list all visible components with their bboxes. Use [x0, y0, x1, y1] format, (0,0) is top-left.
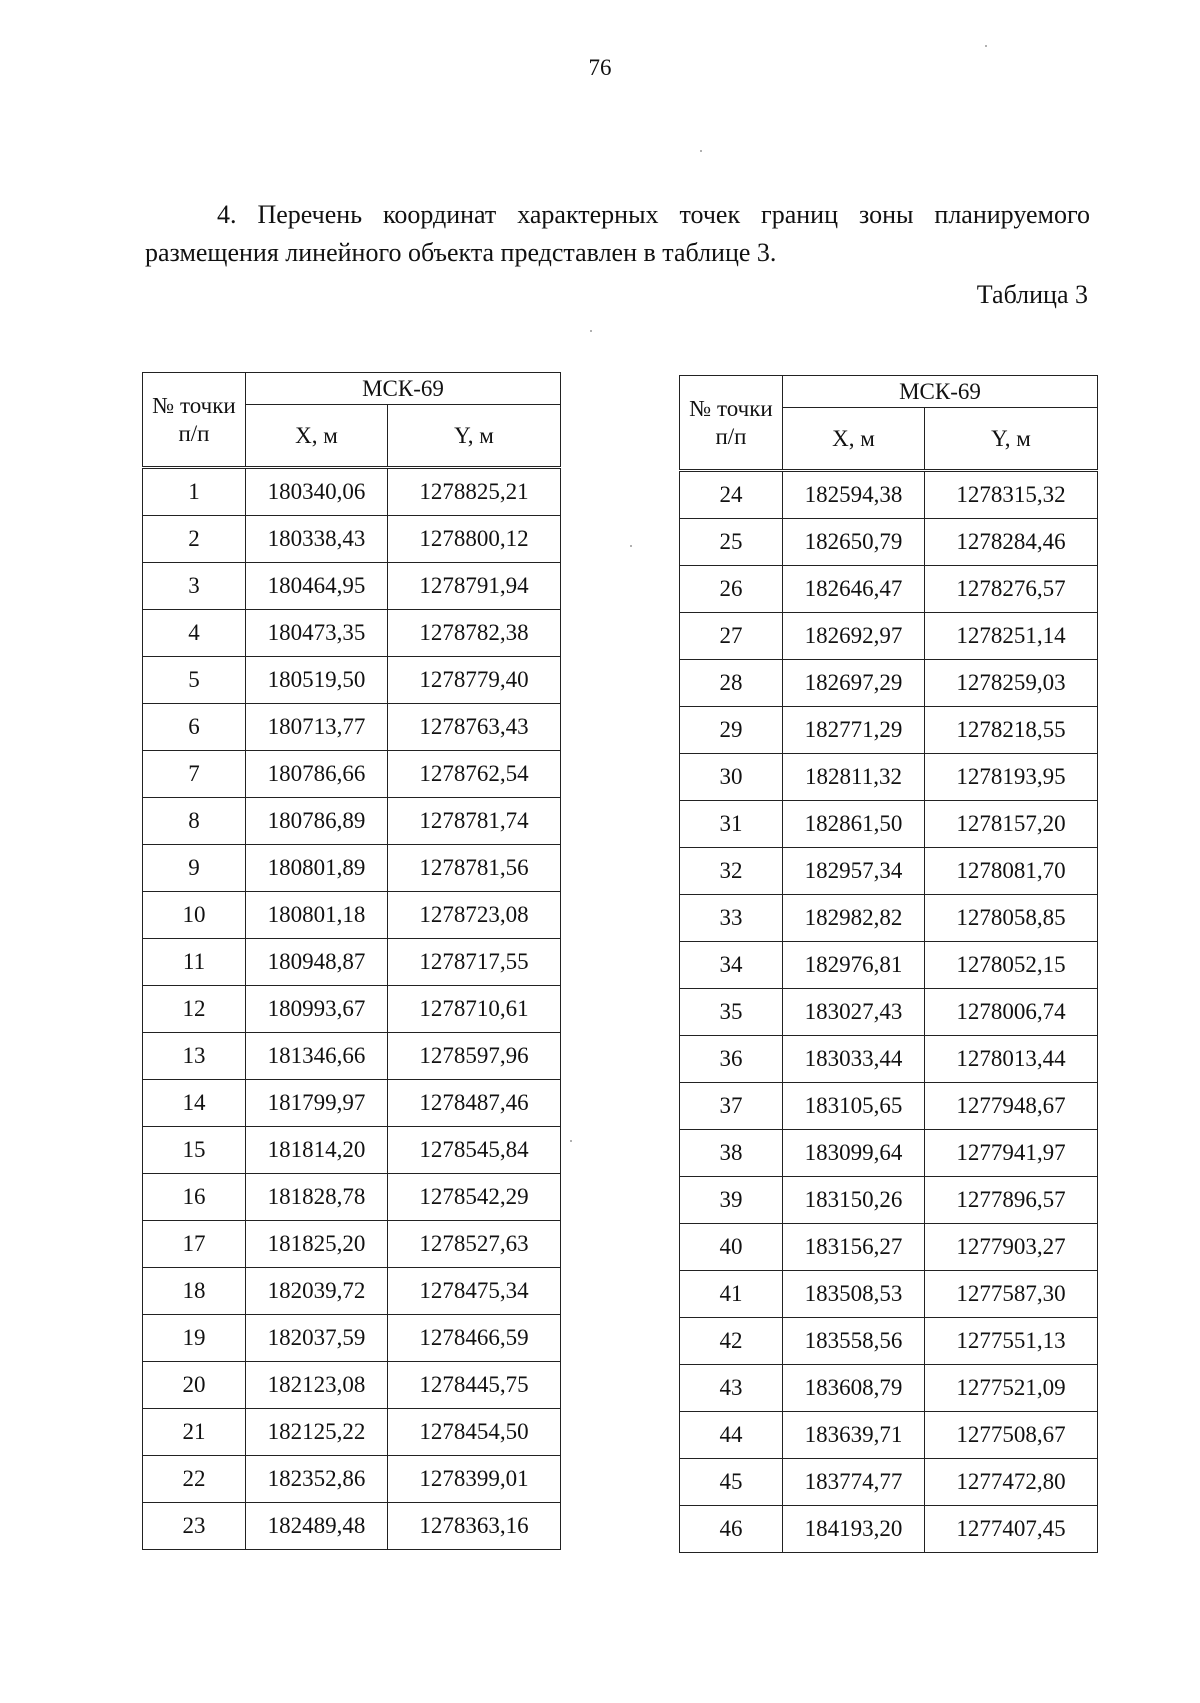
- x-coordinate-cell: 182697,29: [783, 660, 925, 707]
- x-coordinate-cell: 182650,79: [783, 519, 925, 566]
- x-coordinate-cell: 182982,82: [783, 895, 925, 942]
- point-number-cell: 12: [143, 986, 246, 1033]
- point-number-cell: 34: [680, 942, 783, 989]
- table-row: [680, 1177, 1098, 1224]
- point-number-cell: 24: [680, 471, 783, 519]
- point-number-cell: 21: [143, 1409, 246, 1456]
- y-coordinate-cell: 1278800,12: [388, 516, 561, 563]
- x-coordinate-cell: 180340,06: [246, 468, 388, 516]
- table-row: [680, 660, 1098, 707]
- x-coordinate-cell: 183608,79: [783, 1365, 925, 1412]
- y-coordinate-cell: 1278276,57: [925, 566, 1098, 613]
- point-number-cell: 9: [143, 845, 246, 892]
- x-coordinate-cell: 181825,20: [246, 1221, 388, 1268]
- point-number-cell: 32: [680, 848, 783, 895]
- y-coordinate-cell: 1278717,55: [388, 939, 561, 986]
- point-number-cell: 7: [143, 751, 246, 798]
- x-coordinate-cell: 180338,43: [246, 516, 388, 563]
- y-coordinate-cell: 1278542,29: [388, 1174, 561, 1221]
- column-header-y: Y, м: [388, 405, 561, 468]
- point-number-cell: 25: [680, 519, 783, 566]
- point-number-cell: 46: [680, 1506, 783, 1553]
- table-body-left: [143, 468, 561, 1550]
- y-coordinate-cell: 1278284,46: [925, 519, 1098, 566]
- table-row: [143, 516, 561, 563]
- y-coordinate-cell: 1277407,45: [925, 1506, 1098, 1553]
- coordinates-table-left: [142, 372, 561, 1550]
- table-row: [143, 1503, 561, 1550]
- table-caption: Таблица 3: [976, 280, 1088, 309]
- y-coordinate-cell: 1278157,20: [925, 801, 1098, 848]
- x-coordinate-cell: 182861,50: [783, 801, 925, 848]
- page-number: 76: [588, 55, 612, 80]
- point-number-cell: 14: [143, 1080, 246, 1127]
- point-number-cell: 36: [680, 1036, 783, 1083]
- y-coordinate-cell: 1278791,94: [388, 563, 561, 610]
- point-number-cell: 18: [143, 1268, 246, 1315]
- x-coordinate-cell: 183150,26: [783, 1177, 925, 1224]
- scan-speck: [570, 1140, 572, 1142]
- x-coordinate-cell: 180993,67: [246, 986, 388, 1033]
- scan-speck: [985, 45, 987, 47]
- point-number-cell: 39: [680, 1177, 783, 1224]
- x-coordinate-cell: 180948,87: [246, 939, 388, 986]
- y-coordinate-cell: 1278013,44: [925, 1036, 1098, 1083]
- x-coordinate-cell: 183774,77: [783, 1459, 925, 1506]
- x-coordinate-cell: 182957,34: [783, 848, 925, 895]
- table-row: [680, 942, 1098, 989]
- y-coordinate-cell: 1278527,63: [388, 1221, 561, 1268]
- x-coordinate-cell: 180519,50: [246, 657, 388, 704]
- y-coordinate-cell: 1278545,84: [388, 1127, 561, 1174]
- point-number-cell: 10: [143, 892, 246, 939]
- column-header-x: X, м: [246, 405, 388, 468]
- point-number-cell: 15: [143, 1127, 246, 1174]
- y-coordinate-cell: 1278763,43: [388, 704, 561, 751]
- table-row: [680, 754, 1098, 801]
- y-coordinate-cell: 1278081,70: [925, 848, 1098, 895]
- table-row: [680, 1412, 1098, 1459]
- table-row: [143, 1362, 561, 1409]
- point-number-cell: 20: [143, 1362, 246, 1409]
- x-coordinate-cell: 182594,38: [783, 471, 925, 519]
- x-coordinate-cell: 182811,32: [783, 754, 925, 801]
- point-number-cell: 11: [143, 939, 246, 986]
- x-coordinate-cell: 180801,18: [246, 892, 388, 939]
- table-row: [143, 563, 561, 610]
- point-number-cell: 35: [680, 989, 783, 1036]
- x-coordinate-cell: 181814,20: [246, 1127, 388, 1174]
- x-coordinate-cell: 180473,35: [246, 610, 388, 657]
- y-coordinate-cell: 1278487,46: [388, 1080, 561, 1127]
- table-row: [680, 707, 1098, 754]
- y-coordinate-cell: 1278782,38: [388, 610, 561, 657]
- table-row: [680, 1365, 1098, 1412]
- table-row: [143, 892, 561, 939]
- point-number-cell: 33: [680, 895, 783, 942]
- x-coordinate-cell: 182037,59: [246, 1315, 388, 1362]
- point-number-cell: 19: [143, 1315, 246, 1362]
- y-coordinate-cell: 1278825,21: [388, 468, 561, 516]
- table-row: [680, 848, 1098, 895]
- x-coordinate-cell: 183027,43: [783, 989, 925, 1036]
- table-row: [143, 1315, 561, 1362]
- y-coordinate-cell: 1278006,74: [925, 989, 1098, 1036]
- x-coordinate-cell: 181346,66: [246, 1033, 388, 1080]
- table-row: [143, 1456, 561, 1503]
- x-coordinate-cell: 182489,48: [246, 1503, 388, 1550]
- y-coordinate-cell: 1278710,61: [388, 986, 561, 1033]
- y-coordinate-cell: 1278363,16: [388, 1503, 561, 1550]
- x-coordinate-cell: 183105,65: [783, 1083, 925, 1130]
- column-header-y: Y, м: [925, 408, 1098, 471]
- y-coordinate-cell: 1278058,85: [925, 895, 1098, 942]
- table-row: [143, 986, 561, 1033]
- y-coordinate-cell: 1277508,67: [925, 1412, 1098, 1459]
- y-coordinate-cell: 1278218,55: [925, 707, 1098, 754]
- y-coordinate-cell: 1278781,74: [388, 798, 561, 845]
- x-coordinate-cell: 182123,08: [246, 1362, 388, 1409]
- point-number-cell: 23: [143, 1503, 246, 1550]
- point-number-cell: 1: [143, 468, 246, 516]
- y-coordinate-cell: 1277941,97: [925, 1130, 1098, 1177]
- point-number-cell: 38: [680, 1130, 783, 1177]
- table-row: [680, 1083, 1098, 1130]
- table-row: [143, 1033, 561, 1080]
- scan-speck: [700, 150, 702, 152]
- table-row: [143, 1174, 561, 1221]
- y-coordinate-cell: 1277551,13: [925, 1318, 1098, 1365]
- x-coordinate-cell: 182646,47: [783, 566, 925, 613]
- x-coordinate-cell: 180786,89: [246, 798, 388, 845]
- point-number-cell: 8: [143, 798, 246, 845]
- table-row: [143, 468, 561, 516]
- point-number-cell: 41: [680, 1271, 783, 1318]
- point-number-cell: 27: [680, 613, 783, 660]
- table-row: [680, 1271, 1098, 1318]
- x-coordinate-cell: 180786,66: [246, 751, 388, 798]
- x-coordinate-cell: 182771,29: [783, 707, 925, 754]
- point-number-cell: 4: [143, 610, 246, 657]
- point-number-cell: 31: [680, 801, 783, 848]
- y-coordinate-cell: 1278259,03: [925, 660, 1098, 707]
- table-row: [143, 939, 561, 986]
- point-number-cell: 13: [143, 1033, 246, 1080]
- point-number-cell: 6: [143, 704, 246, 751]
- x-coordinate-cell: 180713,77: [246, 704, 388, 751]
- scan-speck: [590, 330, 592, 332]
- y-coordinate-cell: 1278052,15: [925, 942, 1098, 989]
- table-row: [680, 566, 1098, 613]
- table-row: [680, 471, 1098, 519]
- table-row: [143, 1080, 561, 1127]
- coordinates-table-right: [679, 375, 1098, 1553]
- column-header-system: МСК-69: [783, 376, 1098, 408]
- x-coordinate-cell: 183156,27: [783, 1224, 925, 1271]
- table-row: [143, 751, 561, 798]
- y-coordinate-cell: 1278723,08: [388, 892, 561, 939]
- point-number-cell: 40: [680, 1224, 783, 1271]
- column-header-system: МСК-69: [246, 373, 561, 405]
- point-number-cell: 28: [680, 660, 783, 707]
- point-number-cell: 45: [680, 1459, 783, 1506]
- point-number-cell: 5: [143, 657, 246, 704]
- column-header-x: X, м: [783, 408, 925, 471]
- x-coordinate-cell: 184193,20: [783, 1506, 925, 1553]
- y-coordinate-cell: 1277521,09: [925, 1365, 1098, 1412]
- table-row: [143, 657, 561, 704]
- x-coordinate-cell: 180464,95: [246, 563, 388, 610]
- table-row: [143, 1221, 561, 1268]
- scan-speck: [630, 545, 632, 547]
- y-coordinate-cell: 1278454,50: [388, 1409, 561, 1456]
- y-coordinate-cell: 1277587,30: [925, 1271, 1098, 1318]
- table-row: [680, 1036, 1098, 1083]
- table-row: [143, 610, 561, 657]
- y-coordinate-cell: 1278475,34: [388, 1268, 561, 1315]
- point-number-cell: 43: [680, 1365, 783, 1412]
- table-row: [143, 704, 561, 751]
- y-coordinate-cell: 1278762,54: [388, 751, 561, 798]
- table-row: [143, 1409, 561, 1456]
- point-number-cell: 29: [680, 707, 783, 754]
- y-coordinate-cell: 1277896,57: [925, 1177, 1098, 1224]
- y-coordinate-cell: 1278781,56: [388, 845, 561, 892]
- table-row: [680, 1318, 1098, 1365]
- table-row: [680, 519, 1098, 566]
- x-coordinate-cell: 183558,56: [783, 1318, 925, 1365]
- x-coordinate-cell: 183639,71: [783, 1412, 925, 1459]
- point-number-cell: 42: [680, 1318, 783, 1365]
- table-row: [680, 1224, 1098, 1271]
- y-coordinate-cell: 1278466,59: [388, 1315, 561, 1362]
- point-number-cell: 22: [143, 1456, 246, 1503]
- column-header-point-number: № точки п/п: [680, 376, 783, 471]
- y-coordinate-cell: 1277903,27: [925, 1224, 1098, 1271]
- point-number-cell: 26: [680, 566, 783, 613]
- table-row: [680, 989, 1098, 1036]
- y-coordinate-cell: 1277472,80: [925, 1459, 1098, 1506]
- x-coordinate-cell: 183508,53: [783, 1271, 925, 1318]
- y-coordinate-cell: 1277948,67: [925, 1083, 1098, 1130]
- y-coordinate-cell: 1278251,14: [925, 613, 1098, 660]
- y-coordinate-cell: 1278399,01: [388, 1456, 561, 1503]
- table-row: [143, 845, 561, 892]
- y-coordinate-cell: 1278445,75: [388, 1362, 561, 1409]
- x-coordinate-cell: 182352,86: [246, 1456, 388, 1503]
- point-number-cell: 2: [143, 516, 246, 563]
- y-coordinate-cell: 1278193,95: [925, 754, 1098, 801]
- table-row: [680, 801, 1098, 848]
- column-header-point-number: № точки п/п: [143, 373, 246, 468]
- x-coordinate-cell: 182976,81: [783, 942, 925, 989]
- x-coordinate-cell: 181828,78: [246, 1174, 388, 1221]
- table-row: [143, 1268, 561, 1315]
- point-number-cell: 30: [680, 754, 783, 801]
- table-row: [143, 798, 561, 845]
- x-coordinate-cell: 182125,22: [246, 1409, 388, 1456]
- table-row: [680, 1130, 1098, 1177]
- intro-paragraph: 4. Перечень координат характерных точек границ зоны планируемого размещения линейного объекта представлен в таблице 3.: [145, 200, 1090, 267]
- point-number-cell: 37: [680, 1083, 783, 1130]
- table-row: [680, 613, 1098, 660]
- x-coordinate-cell: 183099,64: [783, 1130, 925, 1177]
- y-coordinate-cell: 1278597,96: [388, 1033, 561, 1080]
- point-number-cell: 44: [680, 1412, 783, 1459]
- x-coordinate-cell: 180801,89: [246, 845, 388, 892]
- table-row: [680, 1459, 1098, 1506]
- x-coordinate-cell: 183033,44: [783, 1036, 925, 1083]
- table-row: [143, 1127, 561, 1174]
- table-row: [680, 1506, 1098, 1553]
- point-number-cell: 16: [143, 1174, 246, 1221]
- table-row: [680, 895, 1098, 942]
- point-number-cell: 3: [143, 563, 246, 610]
- point-number-cell: 17: [143, 1221, 246, 1268]
- x-coordinate-cell: 182692,97: [783, 613, 925, 660]
- table-body-right: [680, 471, 1098, 1553]
- x-coordinate-cell: 181799,97: [246, 1080, 388, 1127]
- y-coordinate-cell: 1278779,40: [388, 657, 561, 704]
- y-coordinate-cell: 1278315,32: [925, 471, 1098, 519]
- x-coordinate-cell: 182039,72: [246, 1268, 388, 1315]
